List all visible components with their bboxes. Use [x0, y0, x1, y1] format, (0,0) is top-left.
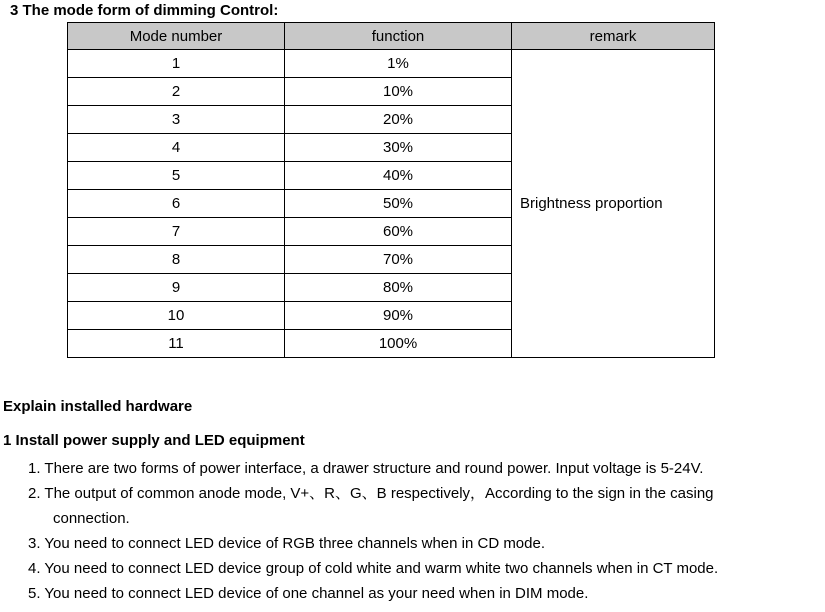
mode-number-cell: 8: [68, 246, 285, 274]
item-text: The output of common anode mode, V+、R、G、B respectively，According to the sign in the casing: [44, 485, 714, 502]
item-text: You need to connect LED device of one channel as your need when in DIM mode.: [44, 585, 589, 602]
mode-number-cell: 10: [68, 302, 285, 330]
install-heading: 1 Install power supply and LED equipment: [3, 432, 305, 449]
function-cell: 80%: [285, 274, 512, 302]
remark-cell: Brightness proportion: [512, 50, 715, 358]
function-cell: 40%: [285, 162, 512, 190]
mode-number-cell: 4: [68, 134, 285, 162]
list-item: [28, 581, 818, 606]
mode-number-cell: 7: [68, 218, 285, 246]
hardware-heading: Explain installed hardware: [3, 398, 193, 415]
function-cell: 50%: [285, 190, 512, 218]
header-mode-number: Mode number: [68, 23, 285, 50]
list-item: [28, 456, 818, 481]
header-remark: remark: [512, 23, 715, 50]
table-row: [68, 50, 715, 78]
mode-number-cell: 11: [68, 330, 285, 358]
item-text: There are two forms of power interface, a drawer structure and round power. Input voltage is 5-24V.: [44, 460, 704, 477]
mode-number-cell: 3: [68, 106, 285, 134]
table-header-row: [68, 23, 715, 50]
item-number: 4.: [28, 560, 41, 577]
list-item: [28, 556, 818, 581]
function-cell: 60%: [285, 218, 512, 246]
item-number: 3.: [28, 535, 41, 552]
dimming-mode-table: [67, 22, 715, 358]
item-number: 2.: [28, 485, 41, 502]
function-cell: 90%: [285, 302, 512, 330]
install-notes-list: [28, 456, 818, 606]
function-cell: 1%: [285, 50, 512, 78]
list-item: [28, 531, 818, 556]
item-text: You need to connect LED device of RGB three channels when in CD mode.: [44, 535, 546, 552]
function-cell: 100%: [285, 330, 512, 358]
mode-number-cell: 1: [68, 50, 285, 78]
item-number: 5.: [28, 585, 41, 602]
item-number: 1.: [28, 460, 41, 477]
section-title: 3 The mode form of dimming Control:: [10, 2, 279, 19]
item-text-continuation: connection.: [53, 510, 130, 527]
header-function: function: [285, 23, 512, 50]
function-cell: 70%: [285, 246, 512, 274]
mode-number-cell: 9: [68, 274, 285, 302]
mode-number-cell: 5: [68, 162, 285, 190]
function-cell: 30%: [285, 134, 512, 162]
list-item: [28, 481, 818, 531]
item-text: You need to connect LED device group of cold white and warm white two channels when in CT mode.: [44, 560, 719, 577]
function-cell: 10%: [285, 78, 512, 106]
mode-number-cell: 2: [68, 78, 285, 106]
mode-number-cell: 6: [68, 190, 285, 218]
function-cell: 20%: [285, 106, 512, 134]
